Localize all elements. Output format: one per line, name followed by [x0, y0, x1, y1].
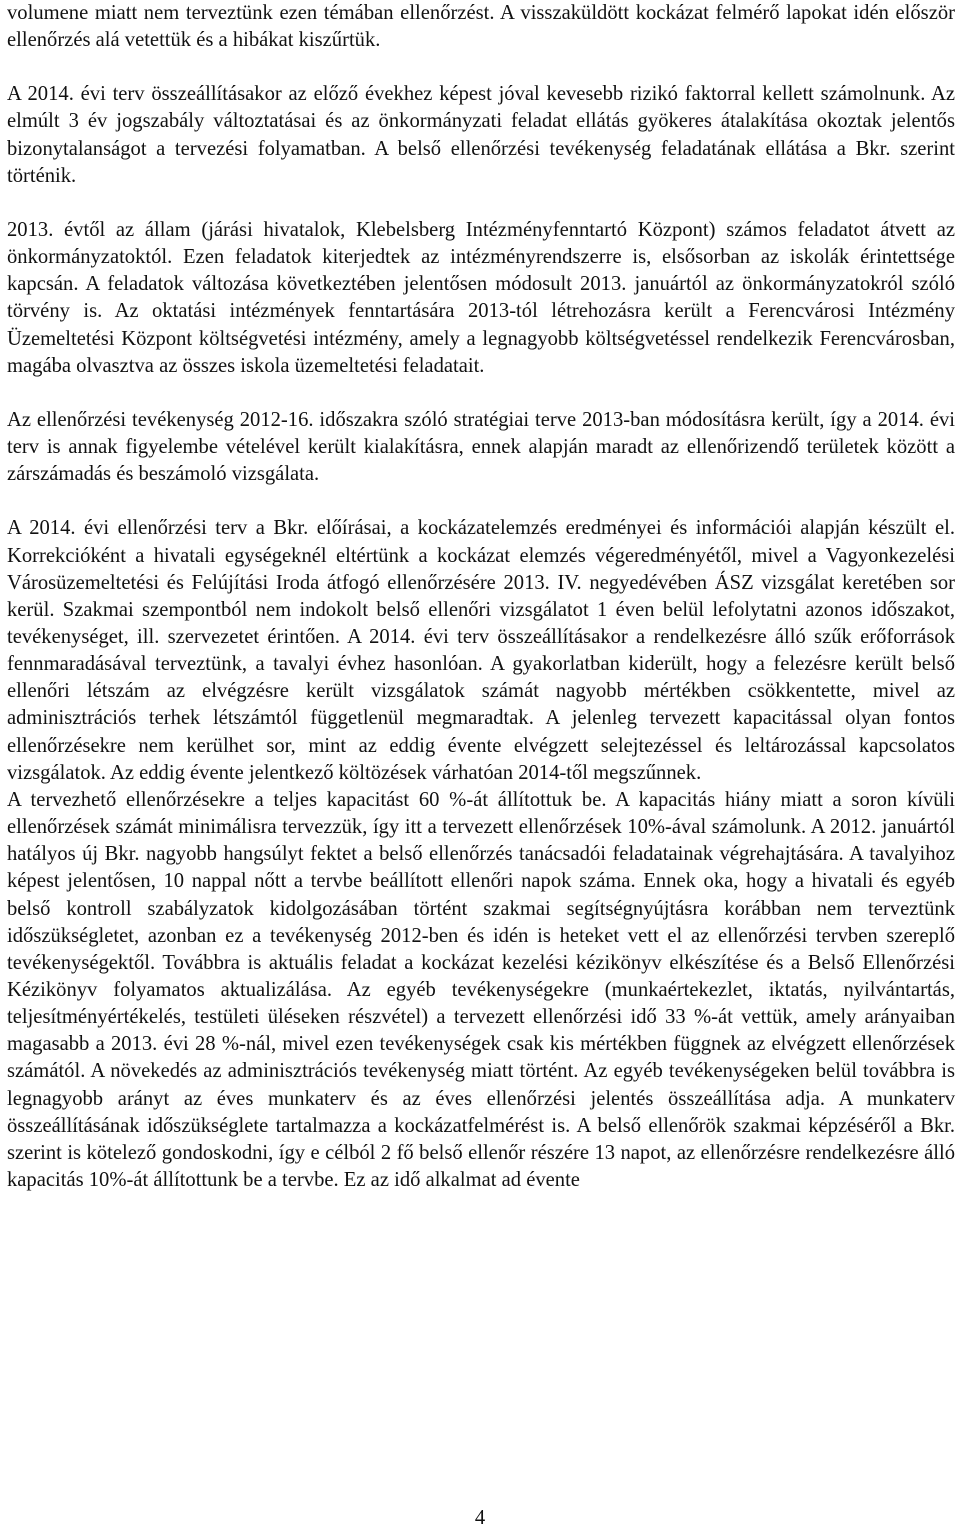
body-text	[7, 0, 955, 1194]
paragraph: 2013. évtől az állam (járási hivatalok, Klebelsberg Intézményfenntartó Központ) számos feladatot átvett az önkormányzatoktól. Ezen feladatok kiterjedtek az intézményrendszerre is, elsősorban az iskolák érintettsége kapcsán. A feladatok változása következtében jelentősen módosult 2013. januártól az önkormányzatokról szóló törvény is. Az oktatási intézmények fenntartására 2013-tól létrehozásra került a Ferencvárosi Intézmény Üzemeltetési Központ költségvetési intézmény, amely a legnagyobb költségvetéssel rendelkezik Ferencvárosban, magába olvasztva az összes iskola üzemeltetési feladatait.	[7, 218, 955, 377]
page-number: 4	[474, 1507, 486, 1529]
paragraph: A 2014. évi ellenőrzési terv a Bkr. előírásai, a kockázatelemzés eredményei és információi alapján készült el. Korrekcióként a hivatali egységeknél eltértünk a kockázat elemzés végeredményétől, mivel a Vagyonkezelési Városüzemeltetési és Felújítási Iroda átfogó ellenőrzésére 2013. IV. negyedévében ÁSZ vizsgálat keretében sor kerül. Szakmai szempontból nem indokolt belső ellenőri vizsgálatot 1 éven belül lefolytatni azonos időszakot, tevékenységet, ill. szervezetet érintően. A 2014. évi terv összeállításakor a rendelkezésre álló szűk erőforrások fennmaradásával terveztünk, a tavalyi évhez hasonlóan. A gyakorlatban kiderült, hogy a felezésre került belső ellenőri létszám az elvégzésre került vizsgálatok számát nagyobb mértékben csökkentette, mivel az adminisztrációs terhek létszámtól függetlenül megmaradtak. A jelenleg tervezett kapacitással olyan fontos ellenőrzésekre nem kerülhet sor, mint az eddig évente elvégzett selejtezéssel és leltározással kapcsolatos vizsgálatok. Az eddig évente jelentkező költözések várhatóan 2014-től megszűnnek.	[7, 517, 955, 784]
paragraph: volumene miatt nem terveztünk ezen témában ellenőrzést. A visszaküldött kockázat felmérő lapokat idén először ellenőrzés alá vetettük és a hibákat kiszűrtük.	[7, 2, 955, 52]
paragraph: Az ellenőrzési tevékenység 2012-16. időszakra szóló stratégiai terve 2013-ban módosításra került, így a 2014. évi terv is annak figyelembe vételével került kialakításra, ennek alapján maradt az ellenőrizendő területek között a zárszámadás és beszámoló vizsgálata.	[7, 408, 955, 486]
paragraph: A tervezhető ellenőrzésekre a teljes kapacitást 60 %-át állítottuk be. A kapacitás hiány miatt a soron kívüli ellenőrzések számát minimálisra tervezzük, így itt a tervezett ellenőrzések 10%-ával számolunk. A 2012. januártól hatályos új Bkr. nagyobb hangsúlyt fektet a belső ellenőrzés tanácsadói feladatainak végrehajtására. A tavalyihoz képest jelentősen, 10 nappal nőtt a tervbe beállított ellenőri napok száma. Ennek oka, hogy a hivatali és egyéb belső kontroll szabályzatok kidolgozásában történt szakmai segítségnyújtásra korábban nem terveztünk időszükségletet, azonban ez a tevékenység 2012-ben és idén is heteket vett el az ellenőrzési tervben szereplő tevékenységektől. Továbbra is aktuális feladat a kockázat kezelési kézikönyv elkészítése és a Belső Ellenőrzési Kézikönyv folyamatos aktualizálása. Az egyéb tevékenységekre (munkaértekezlet, iktatás, nyilvántartás, teljesítményértékelés, testületi üléseken részvétel) a tervezett ellenőrzési idő 33 %-át vettük, amely arányaiban magasabb a 2013. évi 28 %-nál, mivel ezen tevékenységek csak kis mértékben függnek az elvégzett ellenőrzések számától. A növekedés az adminisztrációs tevékenység miatt történt. Az egyéb tevékenységeken belül továbbra is legnagyobb arányt az éves munkaterv és az éves ellenőrzési jelentés összeállítása adja. A munkaterv összeállításának időszükséglete tartalmazza a kockázatfelmérést is. A belső ellenőrök szakmai képzéséről a Bkr. szerint is kötelező gondoskodni, így e célból 2 fő belső ellenőr részére 13 napot, az ellenőrzésre rendelkezésre álló kapacitás 10%-át állítottunk be a tervbe. Ez az idő alkalmat ad évente	[7, 788, 955, 1192]
paragraph: A 2014. évi terv összeállításakor az előző évekhez képest jóval kevesebb rizikó faktorral kellett számolnunk. Az elmúlt 3 év jogszabály változtatásai és az önkormányzati feladat ellátás gyökeres átalakítása okoztak jelentős bizonytalanságot a tervezési folyamatban. A belső ellenőrzési tevékenység feladatának ellátása a Bkr. szerint történik.	[7, 83, 955, 187]
